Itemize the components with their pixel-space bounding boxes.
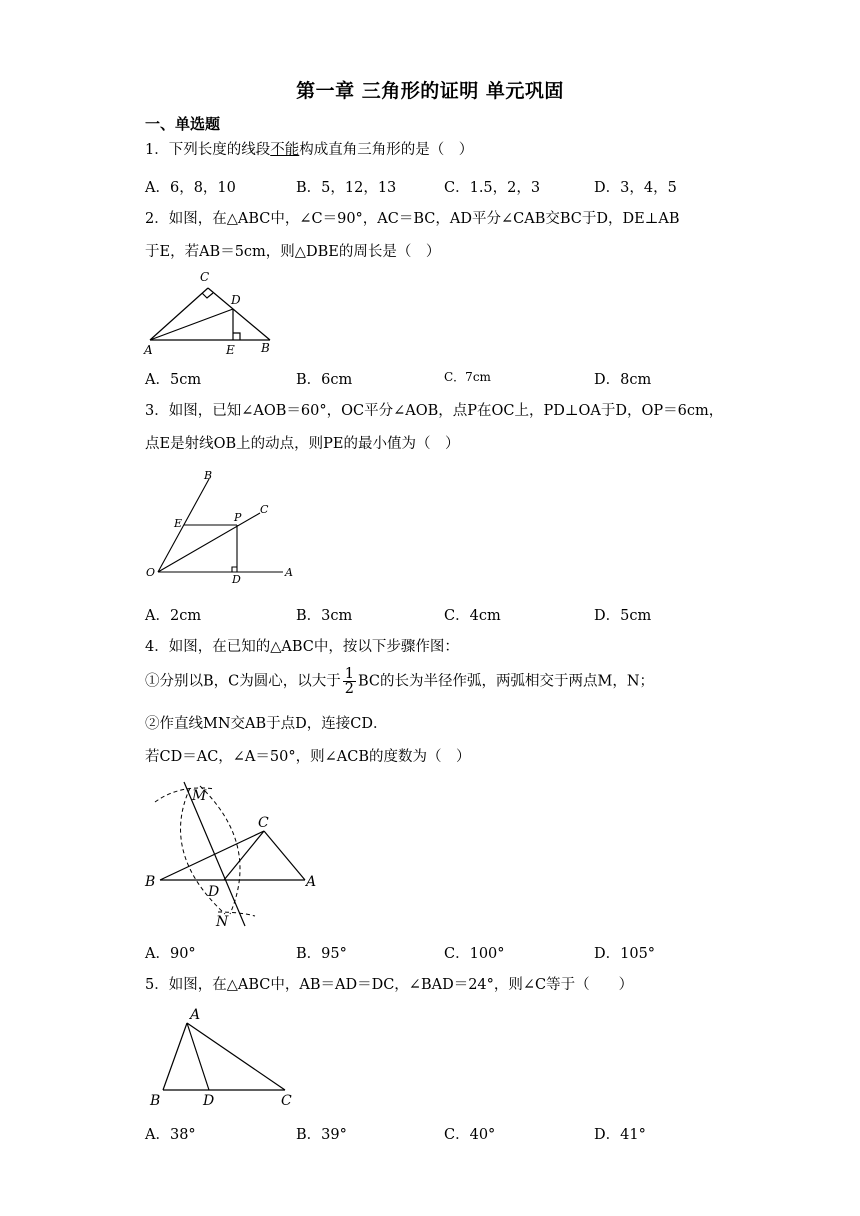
q2-right-angle-c xyxy=(202,293,213,298)
q2-option-c[interactable]: C．7cm xyxy=(444,370,491,384)
q5-option-a[interactable]: A．38° xyxy=(145,1127,196,1143)
q2-label-b: B xyxy=(261,341,270,355)
q1-prefix: 1．下列长度的线段 xyxy=(145,142,271,158)
q2-seg-ad xyxy=(150,309,233,340)
q4-stem-line1: 4．如图，在已知的△ABC中，按以下步骤作图： xyxy=(145,639,459,655)
page-title: 第一章 三角形的证明 单元巩固 xyxy=(296,80,564,102)
q5-label-c: C xyxy=(281,1093,292,1109)
q4-arc-right xyxy=(200,786,240,914)
q3-stem-line2: 点E是射线OB上的动点，则PE的最小值为（ ） xyxy=(145,436,460,452)
q1-option-b[interactable]: B．5，12，13 xyxy=(296,180,397,196)
q4-label-d: D xyxy=(208,884,220,900)
q5-label-d: D xyxy=(203,1093,215,1109)
fraction-denominator: 2 xyxy=(344,681,354,697)
q1-option-c[interactable]: C．1.5，2，3 xyxy=(444,180,541,196)
q1-suffix: 构成直角三角形的是（ ） xyxy=(299,142,474,158)
q3-label-d: D xyxy=(232,573,241,586)
q5-option-c[interactable]: C．40° xyxy=(444,1127,496,1143)
q5-option-d[interactable]: D．41° xyxy=(594,1127,646,1143)
q3-label-o: O xyxy=(146,566,156,579)
q3-label-c: C xyxy=(260,503,269,516)
q4-line2-b: BC的长为半径作弧，两弧相交于两点M，N； xyxy=(357,673,655,690)
q2-option-a[interactable]: A．5cm xyxy=(145,372,202,388)
q2-option-b[interactable]: B．6cm xyxy=(296,372,353,388)
q5-figure xyxy=(140,1003,310,1113)
fraction-numerator: 1 xyxy=(344,666,354,682)
q3-stem-line1: 3．如图，已知∠AOB＝60°，OC平分∠AOB，点P在OC上，PD⊥OA于D，OP＝6cm， xyxy=(145,403,724,419)
q2-stem-line2: 于E，若AB＝5cm，则△DBE的周长是（ ） xyxy=(145,244,441,260)
q1-option-d[interactable]: D．3，4，5 xyxy=(594,180,677,196)
q2-label-e: E xyxy=(226,343,235,357)
q5-label-a: A xyxy=(190,1007,201,1023)
q2-right-angle-e xyxy=(233,333,240,340)
q3-right-angle-d xyxy=(232,567,237,572)
q3-option-a[interactable]: A．2cm xyxy=(145,608,202,624)
q4-option-d[interactable]: D．105° xyxy=(594,946,656,962)
q3-label-e: E xyxy=(174,517,183,530)
question-1-stem xyxy=(145,140,473,160)
q3-option-d[interactable]: D．5cm xyxy=(594,608,652,624)
q3-label-p: P xyxy=(234,511,242,524)
q5-seg-ac xyxy=(187,1023,285,1090)
q3-option-b[interactable]: B．3cm xyxy=(296,608,353,624)
q2-label-d: D xyxy=(231,293,241,307)
q4-label-n: N xyxy=(216,914,229,930)
q5-seg-ad xyxy=(187,1023,209,1090)
q4-stem-line2 xyxy=(145,667,654,696)
q2-option-d[interactable]: D．8cm xyxy=(594,372,652,388)
q2-label-c: C xyxy=(200,270,210,284)
q5-stem-line1: 5．如图，在△ABC中，AB＝AD＝DC，∠BAD＝24°，则∠C等于（ ） xyxy=(145,977,634,993)
q3-label-b: B xyxy=(204,469,213,482)
q4-label-m: M xyxy=(192,788,207,804)
q4-seg-bc xyxy=(160,831,264,880)
q4-figure xyxy=(140,774,330,934)
q5-seg-ba xyxy=(163,1023,187,1090)
q1-underlined: 不能 xyxy=(270,142,300,158)
q4-label-a: A xyxy=(306,874,317,890)
q5-label-b: B xyxy=(150,1093,161,1109)
q4-line2-a: ①分别以B，C为圆心，以大于 xyxy=(145,673,341,690)
q2-stem-line1: 2．如图，在△ABC中，∠C＝90°，AC＝BC，AD平分∠CAB交BC于D，DE⊥AB xyxy=(145,211,680,227)
q2-seg-ac xyxy=(150,288,208,340)
fraction-one-half xyxy=(343,667,356,696)
q4-seg-ca xyxy=(264,831,305,880)
q2-figure xyxy=(140,268,280,358)
q2-label-a: A xyxy=(144,343,153,357)
q4-option-a[interactable]: A．90° xyxy=(145,946,196,962)
q3-figure xyxy=(140,465,300,590)
q3-label-a: A xyxy=(285,566,293,579)
q4-stem-line4: 若CD＝AC，∠A＝50°，则∠ACB的度数为（ ） xyxy=(145,749,471,765)
q4-option-c[interactable]: C．100° xyxy=(444,946,505,962)
q4-option-b[interactable]: B．95° xyxy=(296,946,347,962)
q5-option-b[interactable]: B．39° xyxy=(296,1127,347,1143)
q4-stem-line3: ②作直线MN交AB于点D，连接CD． xyxy=(145,716,388,732)
q4-label-c: C xyxy=(258,815,269,831)
q3-option-c[interactable]: C．4cm xyxy=(444,608,501,624)
q4-seg-dc xyxy=(224,831,264,880)
section-heading: 一、单选题 xyxy=(145,115,221,133)
q4-label-b: B xyxy=(145,874,156,890)
q1-option-a[interactable]: A．6，8，10 xyxy=(145,180,236,196)
